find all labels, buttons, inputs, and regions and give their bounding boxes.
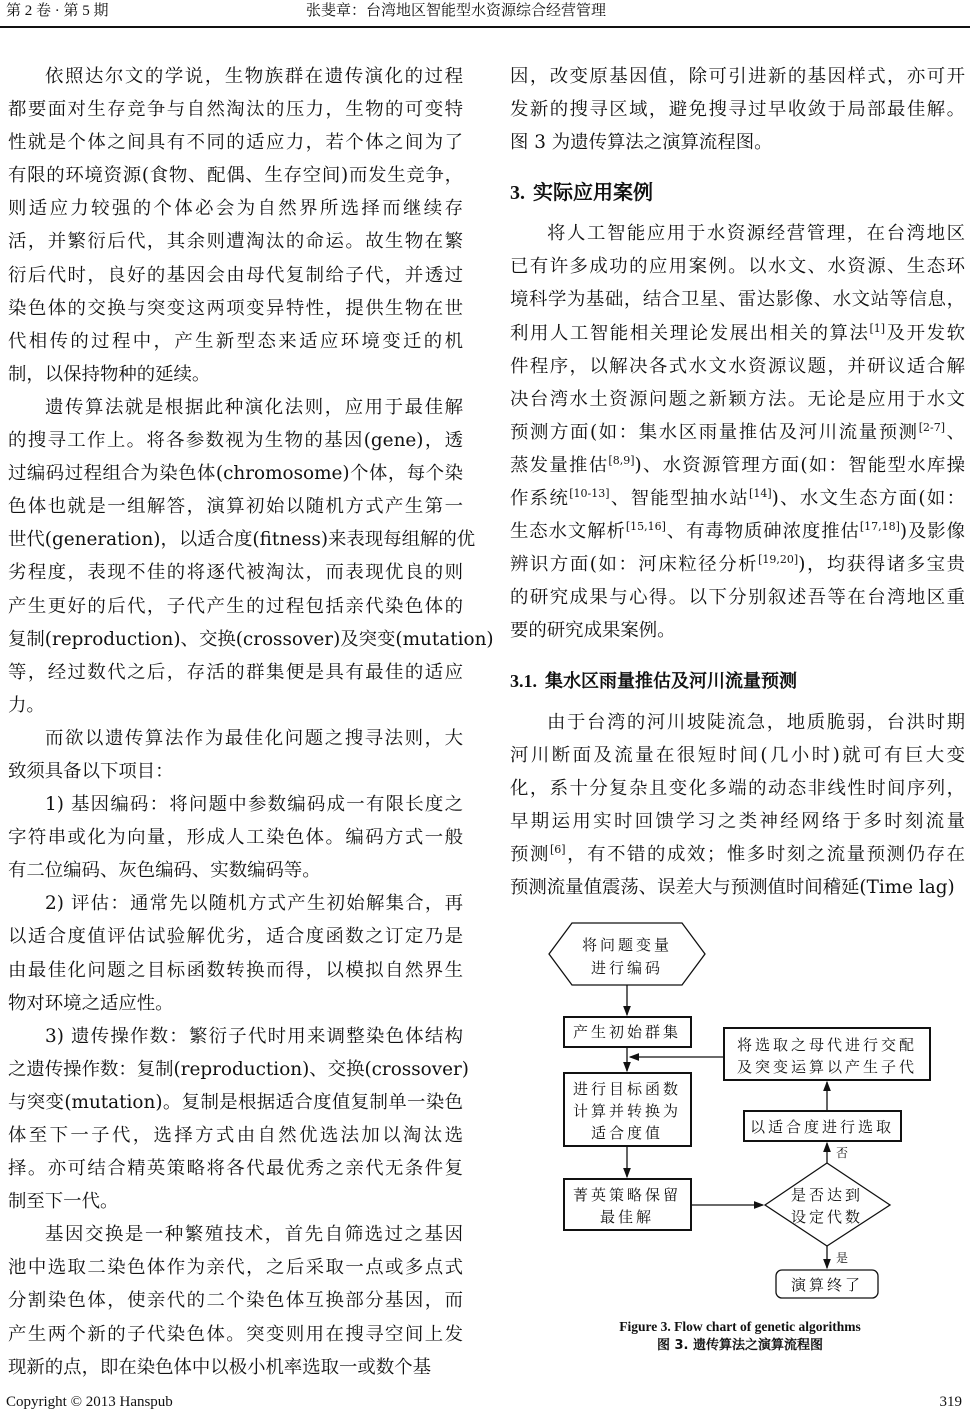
text-segment: 衍后代时，良好的基因会由母代复制给子代，并透过: [8, 264, 463, 286]
text-segment: 的搜寻工作上。将各参数视为生物的基因(gene)，透: [8, 430, 463, 452]
text-segment: 择。亦可结合精英策略将各代最优秀之亲代无条件复: [8, 1158, 463, 1180]
text-segment: 将人工智能应用于水资源经营管理，在台湾地区: [547, 223, 965, 245]
decision-diamond: [765, 1163, 890, 1246]
text-segment: 化，系十分复杂且变化多端的动态非线性时间序列，: [510, 777, 965, 799]
crossover-mutation-label: 及突变运算以产生子代: [736, 1058, 918, 1076]
text-segment: 性就是个体之间具有不同的适应力，若个体之间为了: [8, 132, 463, 154]
text-segment: 早期运用实时回馈学习之类神经网络于多时刻流量: [510, 810, 965, 832]
text-segment: ，有不错的成效；惟多时刻之流量预测仍存在: [565, 843, 965, 865]
figure-caption: [520, 1317, 960, 1355]
text-segment: 蒸发量推估: [510, 454, 609, 476]
text-segment: 预测: [510, 843, 550, 865]
text-segment: )、水文生态方面(如：: [771, 488, 965, 510]
text-segment: 致须具备以下项目：: [8, 760, 174, 782]
page-number: 319: [939, 1394, 962, 1410]
decision-label: 设定代数: [790, 1208, 864, 1226]
caption-chinese: 图 3. 遗传算法之演算流程图: [656, 1338, 824, 1353]
text-segment: )，均获得诸多宝贵: [798, 554, 965, 576]
encode-label: 进行编码: [590, 959, 664, 977]
citation: [14]: [749, 487, 772, 501]
text-segment: 有二位编码、灰色编码、实数编码等。: [8, 860, 321, 882]
running-title: 张斐章：台湾地区智能型水资源综合经营管理: [306, 3, 607, 19]
elitism-label: 最佳解: [599, 1208, 655, 1226]
text-segment: 现新的点，即在染色体中以极小机率选取一或数个基: [8, 1356, 431, 1378]
citation: [1]: [869, 321, 886, 335]
text-segment: 3) 遗传操作数：繁衍子代时用来调整染色体结构: [45, 1025, 463, 1047]
text-segment: 都要面对生存竞争与自然淘汰的压力，生物的可变特: [8, 99, 463, 121]
text-segment: 利用人工智能相关理论发展出相关的算法: [510, 322, 870, 344]
citation: [2-7]: [918, 420, 945, 434]
journal-issue: 第 2 卷 · 第 5 期: [6, 3, 109, 19]
text-segment: 发新的搜寻区域，避免搜寻过早收敛于局部最佳解。: [510, 99, 965, 121]
text-segment: 复制(reproduction)、交换(crossover)及突变(mutation): [8, 628, 494, 650]
text-segment: 预测方面(如：集水区雨量推估及河川流量预测: [510, 421, 919, 443]
citation: [8,9]: [608, 453, 635, 467]
text-segment: 力。: [8, 694, 45, 716]
encode-label: 将问题变量: [581, 936, 673, 954]
text-segment: 图 3 为遗传算法之演算流程图。: [510, 132, 773, 154]
text-segment: 境科学为基础，结合卫星、雷达影像、水文站等信息，: [510, 289, 965, 311]
text-segment: 由于台湾的河川坡陡流急，地质脆弱，台洪时期: [547, 711, 965, 733]
text-segment: 物对环境之适应性。: [8, 992, 174, 1014]
text-segment: 作系统: [510, 488, 570, 510]
init-population-label: 产生初始群集: [572, 1023, 682, 1041]
citation: [6]: [549, 842, 566, 856]
text-segment: 色体也就是一组解答，演算初始以随机方式产生第一: [8, 496, 463, 518]
text-segment: 活，并繁衍后代，其余则遭淘汰的命运。故生物在繁: [8, 231, 463, 253]
text-segment: 有限的环境资源(食物、配偶、生存空间)而发生竞争，: [8, 165, 463, 187]
yes-label: 是: [836, 1251, 852, 1265]
text-segment: 字符串或化为向量，形成人工染色体。编码方式一般: [8, 827, 463, 849]
text-segment: 池中选取二染色体作为亲代，之后采取一点或多点式: [8, 1257, 463, 1279]
text-segment: 过编码过程组合为染色体(chromosome)个体，每个染: [8, 463, 463, 485]
text-segment: 要的研究成果案例。: [510, 620, 676, 642]
text-segment: 则适应力较强的个体必会为自然界所选择而继续存: [8, 198, 463, 220]
text-segment: 染色体的交换与突变这两项变异特性，提供生物在世: [8, 297, 463, 319]
text-segment: )、水资源管理方面(如：智能型水库操: [634, 454, 965, 476]
citation: [19,20]: [758, 553, 799, 567]
text-segment: 已有许多成功的应用案例。以水文、水资源、生态环: [510, 256, 965, 278]
text-segment: 2) 评估：通常先以随机方式产生初始解集合，再: [45, 893, 463, 915]
copyright: Copyright © 2013 Hanspub: [6, 1394, 173, 1410]
text-segment: 之遗传操作数：复制(reproduction)、交换(crossover): [8, 1058, 469, 1080]
text-segment: 决台湾水土资源问题之新颖方法。无论是应用于水文: [510, 388, 965, 410]
text-segment: 体至下一子代，选择方式由自然优选法加以淘汰选: [8, 1125, 463, 1146]
text-segment: 劣程度，表现不佳的将逐代被淘汰，而表现优良的则: [8, 562, 463, 584]
text-segment: 1) 基因编码：将问题中参数编码成一有限长度之: [45, 794, 463, 816]
text-segment: 分割染色体，使亲代的二个染色体互换部分基因，而: [8, 1290, 463, 1312]
text-segment: 由最佳化问题之目标函数转换而得，以模拟自然界生: [8, 959, 463, 981]
section-number: 3.: [510, 182, 525, 205]
citation: [17,18]: [859, 520, 900, 534]
no-label: 否: [836, 1146, 852, 1160]
evaluate-label: 适合度值: [590, 1124, 664, 1142]
citation: [10-13]: [569, 487, 610, 501]
text-segment: 、有毒物质砷浓度推估: [665, 521, 860, 543]
citation: [15,16]: [625, 520, 666, 534]
section-number: 3.1.: [510, 670, 537, 691]
text-segment: 与突变(mutation)。复制是根据适合度值复制单一染色: [8, 1091, 463, 1113]
text-segment: 制，以保持物种的延续。: [8, 363, 211, 385]
text-segment: 及开发软: [885, 322, 965, 344]
text-segment: 预测流量值震荡、误差大与预测值时间稽延(Time lag): [510, 876, 955, 898]
text-segment: 产生两个新的子代染色体。突变则用在搜寻空间上发: [8, 1323, 463, 1345]
text-segment: 而欲以遗传算法作为最佳化问题之搜寻法则，大: [45, 727, 463, 749]
text-segment: 生态水文解析: [510, 521, 626, 543]
caption-english: Figure 3. Flow chart of genetic algorithms: [619, 1319, 861, 1334]
text-segment: 产生更好的后代，子代产生的过程包括亲代染色体的: [8, 595, 463, 617]
text-segment: 制至下一代。: [8, 1191, 119, 1213]
evaluate-label: 计算并转换为: [572, 1102, 682, 1120]
end-label: 演算终了: [790, 1276, 864, 1294]
elitism-label: 菁英策略保留: [572, 1186, 682, 1204]
text-segment: 、智能型抽水站: [609, 488, 750, 510]
text-segment: 代相传的过程中，产生新型态来适应环境变迁的机: [8, 330, 463, 352]
text-segment: 辨识方面(如：河床粒径分析: [510, 554, 759, 576]
text-segment: 基因交换是一种繁殖技术，首先自筛选过之基因: [45, 1224, 463, 1246]
crossover-mutation-label: 将选取之母代进行交配: [736, 1036, 918, 1054]
text-segment: 以适合度值评估试验解优劣，适合度函数之订定乃是: [8, 926, 463, 948]
text-segment: 遗传算法就是根据此种演化法则，应用于最佳解: [45, 396, 463, 418]
text-segment: 的研究成果与心得。以下分别叙述吾等在台湾地区重: [510, 587, 965, 609]
select-label: 以适合度进行选取: [749, 1118, 895, 1136]
section-title: 实际应用案例: [533, 180, 653, 205]
text-segment: 世代(generation)，以适合度(fitness)来表现每组解的优: [8, 529, 476, 551]
text-segment: 、: [944, 421, 965, 443]
section-title: 集水区雨量推估及河川流量预测: [545, 670, 797, 692]
decision-label: 是否达到: [790, 1186, 864, 1204]
text-segment: 河川断面及流量在很短时间(几小时)就可有巨大变: [510, 744, 965, 766]
evaluate-label: 进行目标函数: [572, 1080, 682, 1098]
text-segment: )及影像: [899, 521, 965, 543]
text-segment: 依照达尔文的学说，生物族群在遗传演化的过程: [45, 66, 463, 87]
text-segment: 因，改变原基因值，除可引进新的基因样式，亦可开: [510, 66, 965, 87]
text-segment: 件程序，以解决各式水文水资源议题，并研议适合解: [510, 355, 965, 377]
text-segment: 等，经过数代之后，存活的群集便是具有最佳的适应: [8, 661, 463, 683]
